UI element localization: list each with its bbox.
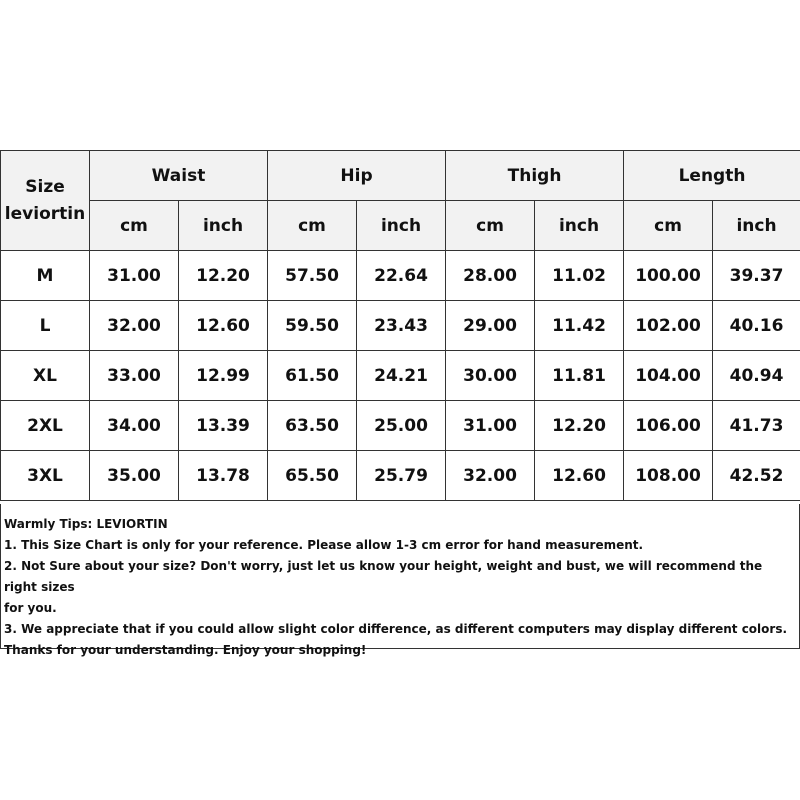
measurement-cell: 32.00: [446, 451, 535, 501]
measurement-cell: 106.00: [624, 401, 713, 451]
unit-header: cm: [624, 201, 713, 251]
table-header-row: [1, 151, 800, 201]
tips-line-2: 2. Not Sure about your size? Don't worry, just let us know your height, weight and bust, we will recommend the right sizes: [4, 559, 763, 594]
measurement-cell: 12.60: [535, 451, 624, 501]
size-column-header: [1, 151, 90, 251]
size-cell: M: [1, 251, 90, 301]
group-header-length: Length: [624, 151, 800, 201]
unit-header: inch: [713, 201, 800, 251]
tips-line-2-continued: for you.: [4, 601, 57, 615]
group-header-hip: Hip: [268, 151, 446, 201]
group-header-thigh: Thigh: [446, 151, 624, 201]
measurement-cell: 28.00: [446, 251, 535, 301]
measurement-cell: 12.20: [535, 401, 624, 451]
unit-header: inch: [535, 201, 624, 251]
unit-header: cm: [90, 201, 179, 251]
measurement-cell: 57.50: [268, 251, 357, 301]
measurement-cell: 100.00: [624, 251, 713, 301]
tips-line-3: 3. We appreciate that if you could allow slight color difference, as different computers may display different colors.: [4, 622, 788, 636]
group-header-waist: Waist: [90, 151, 268, 201]
measurement-cell: 63.50: [268, 401, 357, 451]
size-cell: 3XL: [1, 451, 90, 501]
measurement-cell: 11.81: [535, 351, 624, 401]
measurement-cell: 25.00: [357, 401, 446, 451]
measurement-cell: 33.00: [90, 351, 179, 401]
tips-line-1: 1. This Size Chart is only for your reference. Please allow 1-3 cm error for hand measurement.: [4, 538, 644, 552]
measurement-cell: 108.00: [624, 451, 713, 501]
unit-header: cm: [268, 201, 357, 251]
measurement-cell: 24.21: [357, 351, 446, 401]
measurement-cell: 13.39: [179, 401, 268, 451]
table-body: [1, 251, 800, 501]
table-row: [1, 351, 800, 401]
tips-title: Warmly Tips: LEVIORTIN: [4, 517, 168, 531]
size-cell: 2XL: [1, 401, 90, 451]
size-cell: XL: [1, 351, 90, 401]
size-cell: L: [1, 301, 90, 351]
measurement-cell: 40.16: [713, 301, 800, 351]
measurement-cell: 32.00: [90, 301, 179, 351]
measurement-cell: 35.00: [90, 451, 179, 501]
measurement-cell: 12.60: [179, 301, 268, 351]
measurement-cell: 65.50: [268, 451, 357, 501]
measurement-cell: 11.42: [535, 301, 624, 351]
table-row: [1, 451, 800, 501]
measurement-cell: 31.00: [90, 251, 179, 301]
measurement-cell: 25.79: [357, 451, 446, 501]
measurement-cell: 39.37: [713, 251, 800, 301]
measurement-cell: 31.00: [446, 401, 535, 451]
measurement-cell: 30.00: [446, 351, 535, 401]
measurement-cell: 22.64: [357, 251, 446, 301]
measurement-cell: 102.00: [624, 301, 713, 351]
unit-header: inch: [357, 201, 446, 251]
size-chart-table: [0, 150, 800, 501]
unit-header-row: [1, 201, 800, 251]
measurement-cell: 12.20: [179, 251, 268, 301]
measurement-cell: 61.50: [268, 351, 357, 401]
size-header-label: Size: [25, 176, 65, 197]
tips-box: [0, 504, 800, 657]
measurement-cell: 23.43: [357, 301, 446, 351]
measurement-cell: 12.99: [179, 351, 268, 401]
tips-closing: Thanks for your understanding. Enjoy your shopping!: [4, 643, 367, 657]
size-header-brand: leviortin: [4, 203, 86, 224]
table-row: [1, 301, 800, 351]
measurement-cell: 29.00: [446, 301, 535, 351]
measurement-cell: 59.50: [268, 301, 357, 351]
measurement-cell: 41.73: [713, 401, 800, 451]
measurement-cell: 34.00: [90, 401, 179, 451]
measurement-cell: 11.02: [535, 251, 624, 301]
measurement-cell: 13.78: [179, 451, 268, 501]
measurement-cell: 104.00: [624, 351, 713, 401]
table-row: [1, 251, 800, 301]
unit-header: cm: [446, 201, 535, 251]
measurement-cell: 42.52: [713, 451, 800, 501]
unit-header: inch: [179, 201, 268, 251]
table-row: [1, 401, 800, 451]
measurement-cell: 40.94: [713, 351, 800, 401]
